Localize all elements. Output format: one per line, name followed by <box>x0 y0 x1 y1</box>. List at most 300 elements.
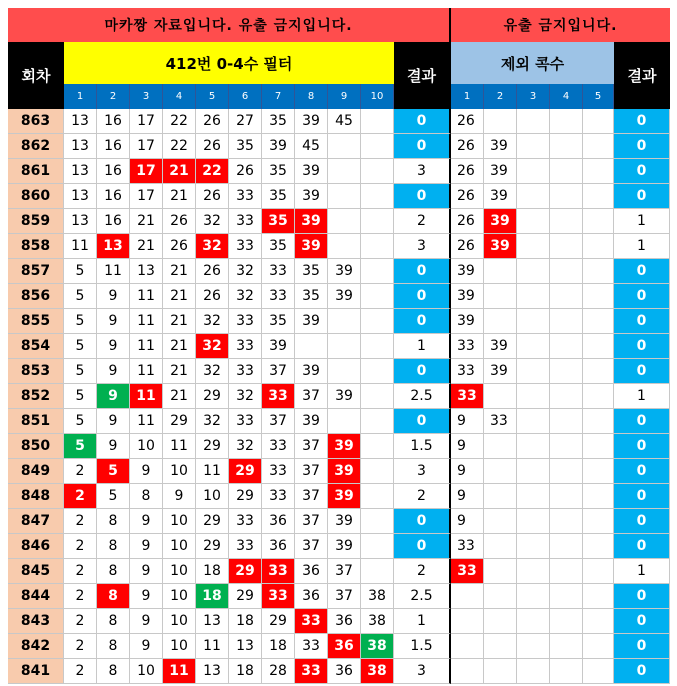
exclude-number: 39 <box>484 334 517 359</box>
round-number: 858 <box>8 234 64 259</box>
filter-number: 10 <box>163 509 196 534</box>
filter-number: 2 <box>64 509 97 534</box>
exclude-number <box>550 109 583 134</box>
result-value: 0 <box>394 534 451 559</box>
filter-number: 18 <box>196 559 229 584</box>
filter-number: 8 <box>97 634 130 659</box>
filter-number: 10 <box>163 584 196 609</box>
filter-number: 39 <box>295 409 328 434</box>
filter-number <box>361 384 394 409</box>
filter-number: 2 <box>64 534 97 559</box>
filter-number: 32 <box>196 234 229 259</box>
filter-number: 9 <box>130 459 163 484</box>
round-number: 862 <box>8 134 64 159</box>
result-header: 결과 <box>394 42 451 109</box>
filter-number: 9 <box>97 434 130 459</box>
filter-number: 33 <box>229 509 262 534</box>
filter-number: 36 <box>295 584 328 609</box>
filter-number: 37 <box>295 459 328 484</box>
filter-number: 11 <box>130 384 163 409</box>
filter-number: 2 <box>64 559 97 584</box>
result2-value: 1 <box>614 209 670 234</box>
exclude-number <box>517 509 550 534</box>
round-number: 845 <box>8 559 64 584</box>
filter-number: 36 <box>262 509 295 534</box>
filter-number: 29 <box>229 459 262 484</box>
filter-number <box>328 234 361 259</box>
filter-number: 13 <box>229 634 262 659</box>
title-right: 유출 금지입니다. <box>451 8 670 42</box>
filter-number: 10 <box>196 484 229 509</box>
filter-number: 27 <box>229 109 262 134</box>
filter-number <box>361 334 394 359</box>
filter-number: 9 <box>130 559 163 584</box>
filter-number: 9 <box>97 334 130 359</box>
filter-number: 11 <box>196 459 229 484</box>
filter-number: 2 <box>64 634 97 659</box>
filter-number: 33 <box>262 284 295 309</box>
filter-number: 39 <box>328 384 361 409</box>
exclude-number <box>550 309 583 334</box>
filter-number: 29 <box>196 534 229 559</box>
round-number: 850 <box>8 434 64 459</box>
result2-value: 0 <box>614 434 670 459</box>
filter-col-index: 7 <box>262 84 295 109</box>
exclude-number: 39 <box>484 359 517 384</box>
result-value: 2 <box>394 209 451 234</box>
exclude-col-index: 1 <box>451 84 484 109</box>
exclude-number <box>451 609 484 634</box>
result-value: 0 <box>394 109 451 134</box>
filter-number: 17 <box>130 184 163 209</box>
result-value: 0 <box>394 359 451 384</box>
exclude-number <box>517 309 550 334</box>
filter-number: 33 <box>229 409 262 434</box>
filter-number: 5 <box>64 409 97 434</box>
exclude-number: 39 <box>484 209 517 234</box>
filter-number: 39 <box>328 484 361 509</box>
filter-col-index: 5 <box>196 84 229 109</box>
exclude-number: 39 <box>451 259 484 284</box>
filter-number: 21 <box>130 234 163 259</box>
filter-number: 13 <box>64 209 97 234</box>
filter-number: 36 <box>328 659 361 684</box>
exclude-number <box>583 634 614 659</box>
filter-number: 5 <box>64 334 97 359</box>
filter-col-index: 3 <box>130 84 163 109</box>
exclude-number <box>583 659 614 684</box>
exclude-number <box>550 234 583 259</box>
filter-number: 32 <box>229 259 262 284</box>
exclude-number: 39 <box>484 184 517 209</box>
filter-number: 26 <box>196 109 229 134</box>
filter-number: 38 <box>361 634 394 659</box>
filter-col-index: 2 <box>97 84 130 109</box>
result-value: 3 <box>394 234 451 259</box>
filter-number: 9 <box>97 384 130 409</box>
filter-number: 2 <box>64 659 97 684</box>
filter-number: 28 <box>262 659 295 684</box>
result2-value: 0 <box>614 509 670 534</box>
filter-number: 5 <box>64 309 97 334</box>
filter-number <box>328 209 361 234</box>
filter-number: 29 <box>196 434 229 459</box>
exclude-number <box>517 134 550 159</box>
result2-value: 0 <box>614 109 670 134</box>
filter-number: 33 <box>262 459 295 484</box>
filter-number: 2 <box>64 484 97 509</box>
filter-number <box>361 234 394 259</box>
exclude-number <box>550 334 583 359</box>
filter-number: 10 <box>130 434 163 459</box>
filter-number: 35 <box>262 184 295 209</box>
filter-number <box>361 284 394 309</box>
exclude-number: 39 <box>451 284 484 309</box>
filter-number: 39 <box>295 309 328 334</box>
filter-number: 45 <box>328 109 361 134</box>
round-number: 847 <box>8 509 64 534</box>
result2-value: 0 <box>614 259 670 284</box>
filter-number <box>328 309 361 334</box>
filter-number: 17 <box>130 159 163 184</box>
exclude-number <box>550 409 583 434</box>
exclude-number: 9 <box>451 434 484 459</box>
filter-number <box>361 409 394 434</box>
round-number: 846 <box>8 534 64 559</box>
filter-number: 16 <box>97 184 130 209</box>
exclude-number <box>550 359 583 384</box>
exclude-number <box>517 584 550 609</box>
filter-number: 26 <box>196 184 229 209</box>
exclude-number <box>583 109 614 134</box>
exclude-number <box>583 384 614 409</box>
title-left: 마카짱 자료입니다. 유출 금지입니다. <box>8 8 451 42</box>
filter-number: 38 <box>361 584 394 609</box>
filter-number: 5 <box>97 459 130 484</box>
filter-number: 9 <box>130 584 163 609</box>
filter-number: 39 <box>295 159 328 184</box>
filter-number: 29 <box>262 609 295 634</box>
round-number: 860 <box>8 184 64 209</box>
filter-number: 35 <box>295 284 328 309</box>
exclude-number <box>550 284 583 309</box>
result-value: 2 <box>394 559 451 584</box>
filter-number: 18 <box>229 609 262 634</box>
result2-value: 0 <box>614 159 670 184</box>
filter-number <box>328 184 361 209</box>
result2-value: 1 <box>614 384 670 409</box>
filter-col-index: 4 <box>163 84 196 109</box>
round-number: 855 <box>8 309 64 334</box>
exclude-number <box>583 434 614 459</box>
filter-number: 11 <box>130 359 163 384</box>
filter-number: 39 <box>295 109 328 134</box>
exclude-number: 26 <box>451 209 484 234</box>
filter-number: 33 <box>229 184 262 209</box>
filter-number: 2 <box>64 584 97 609</box>
filter-number <box>361 559 394 584</box>
exclude-number: 26 <box>451 134 484 159</box>
filter-number: 37 <box>295 534 328 559</box>
filter-col-index: 9 <box>328 84 361 109</box>
exclude-number: 26 <box>451 184 484 209</box>
filter-number: 39 <box>328 534 361 559</box>
filter-number: 35 <box>262 109 295 134</box>
exclude-number <box>517 459 550 484</box>
filter-number <box>361 109 394 134</box>
filter-number: 9 <box>97 309 130 334</box>
exclude-number: 26 <box>451 159 484 184</box>
result-value: 1 <box>394 334 451 359</box>
exclude-number <box>583 134 614 159</box>
filter-number <box>361 309 394 334</box>
filter-number: 36 <box>328 634 361 659</box>
filter-number: 39 <box>328 434 361 459</box>
filter-number: 29 <box>196 384 229 409</box>
exclude-number <box>550 134 583 159</box>
exclude-number <box>550 184 583 209</box>
filter-number: 33 <box>262 559 295 584</box>
filter-number: 11 <box>196 634 229 659</box>
filter-number: 5 <box>64 359 97 384</box>
filter-number: 37 <box>328 584 361 609</box>
filter-number: 18 <box>229 659 262 684</box>
filter-number: 10 <box>163 459 196 484</box>
exclude-number: 39 <box>484 159 517 184</box>
exclude-col-index: 2 <box>484 84 517 109</box>
filter-number: 16 <box>97 159 130 184</box>
exclude-number <box>550 634 583 659</box>
exclude-number <box>451 659 484 684</box>
filter-number: 10 <box>163 534 196 559</box>
exclude-number <box>550 259 583 284</box>
result2-value: 0 <box>614 284 670 309</box>
exclude-number <box>517 484 550 509</box>
exclude-number <box>550 459 583 484</box>
exclude-number <box>484 259 517 284</box>
filter-number: 38 <box>361 609 394 634</box>
filter-number <box>328 159 361 184</box>
exclude-number <box>484 484 517 509</box>
round-number: 852 <box>8 384 64 409</box>
filter-number: 10 <box>163 609 196 634</box>
exclude-number <box>583 184 614 209</box>
filter-number: 32 <box>196 409 229 434</box>
result-value: 3 <box>394 159 451 184</box>
filter-number: 33 <box>262 434 295 459</box>
exclude-number <box>583 359 614 384</box>
exclude-number: 33 <box>451 384 484 409</box>
filter-number: 35 <box>262 234 295 259</box>
exclude-number <box>451 634 484 659</box>
exclude-number <box>484 509 517 534</box>
filter-number: 13 <box>97 234 130 259</box>
filter-number: 13 <box>130 259 163 284</box>
exclude-number <box>583 234 614 259</box>
filter-number: 22 <box>163 134 196 159</box>
result-value: 0 <box>394 134 451 159</box>
filter-number <box>361 209 394 234</box>
filter-number: 37 <box>295 484 328 509</box>
exclude-number <box>484 609 517 634</box>
exclude-number <box>451 584 484 609</box>
round-number: 863 <box>8 109 64 134</box>
filter-number: 5 <box>97 484 130 509</box>
result2-value: 0 <box>614 334 670 359</box>
filter-number: 8 <box>97 509 130 534</box>
exclude-number <box>583 484 614 509</box>
exclude-number <box>550 159 583 184</box>
exclude-number <box>517 384 550 409</box>
filter-number: 5 <box>64 259 97 284</box>
filter-number: 8 <box>130 484 163 509</box>
filter-number <box>361 134 394 159</box>
filter-number: 32 <box>196 209 229 234</box>
exclude-number <box>550 209 583 234</box>
filter-number: 39 <box>328 284 361 309</box>
filter-header: 412번 0-4수 필터 <box>64 42 394 84</box>
filter-number: 33 <box>229 234 262 259</box>
filter-number: 13 <box>64 184 97 209</box>
filter-number: 33 <box>262 484 295 509</box>
filter-number: 21 <box>163 309 196 334</box>
filter-number: 5 <box>64 284 97 309</box>
filter-number: 32 <box>229 284 262 309</box>
round-number: 857 <box>8 259 64 284</box>
round-number: 859 <box>8 209 64 234</box>
filter-number: 5 <box>64 434 97 459</box>
exclude-number: 26 <box>451 234 484 259</box>
filter-number: 32 <box>196 309 229 334</box>
filter-number <box>328 359 361 384</box>
round-number: 841 <box>8 659 64 684</box>
filter-number: 33 <box>229 359 262 384</box>
filter-number <box>328 334 361 359</box>
filter-number <box>361 184 394 209</box>
round-number: 861 <box>8 159 64 184</box>
exclude-number <box>484 384 517 409</box>
filter-number: 39 <box>295 209 328 234</box>
filter-number: 39 <box>262 334 295 359</box>
filter-number: 21 <box>163 159 196 184</box>
exclude-number <box>484 634 517 659</box>
filter-number: 33 <box>295 634 328 659</box>
result-value: 0 <box>394 184 451 209</box>
result-value: 1.5 <box>394 434 451 459</box>
round-number: 851 <box>8 409 64 434</box>
filter-number: 9 <box>130 509 163 534</box>
filter-number: 33 <box>295 659 328 684</box>
exclude-number <box>517 234 550 259</box>
filter-number: 5 <box>64 384 97 409</box>
filter-col-index: 1 <box>64 84 97 109</box>
result-value: 2 <box>394 484 451 509</box>
result2-value: 1 <box>614 234 670 259</box>
exclude-number <box>484 584 517 609</box>
exclude-number <box>517 284 550 309</box>
result-value: 0 <box>394 259 451 284</box>
filter-number: 8 <box>97 559 130 584</box>
filter-number: 26 <box>196 259 229 284</box>
filter-number: 29 <box>163 409 196 434</box>
exclude-number: 26 <box>451 109 484 134</box>
filter-number: 36 <box>262 534 295 559</box>
exclude-number <box>583 584 614 609</box>
exclude-number <box>484 559 517 584</box>
filter-number: 39 <box>328 509 361 534</box>
filter-number: 13 <box>196 609 229 634</box>
filter-number: 22 <box>196 159 229 184</box>
filter-number: 2 <box>64 459 97 484</box>
filter-number: 10 <box>163 634 196 659</box>
filter-number: 39 <box>295 359 328 384</box>
filter-number: 37 <box>295 434 328 459</box>
exclude-number <box>517 659 550 684</box>
result2-value: 0 <box>614 534 670 559</box>
result2-value: 0 <box>614 409 670 434</box>
filter-number: 9 <box>130 609 163 634</box>
filter-number: 33 <box>262 384 295 409</box>
filter-number: 21 <box>163 334 196 359</box>
filter-number: 11 <box>130 309 163 334</box>
filter-number: 29 <box>229 559 262 584</box>
filter-number: 11 <box>64 234 97 259</box>
exclude-number <box>550 584 583 609</box>
filter-number: 17 <box>130 134 163 159</box>
exclude-number <box>583 309 614 334</box>
filter-number: 33 <box>229 309 262 334</box>
filter-number: 32 <box>229 384 262 409</box>
filter-number: 21 <box>163 184 196 209</box>
filter-number: 11 <box>97 259 130 284</box>
exclude-number <box>517 434 550 459</box>
filter-number: 21 <box>163 259 196 284</box>
filter-number: 21 <box>163 359 196 384</box>
filter-number: 8 <box>97 584 130 609</box>
exclude-number <box>517 334 550 359</box>
filter-number: 16 <box>97 209 130 234</box>
exclude-number <box>484 309 517 334</box>
result-value: 2.5 <box>394 584 451 609</box>
filter-number: 2 <box>64 609 97 634</box>
filter-number: 35 <box>295 259 328 284</box>
result2-value: 0 <box>614 134 670 159</box>
filter-number: 37 <box>328 559 361 584</box>
filter-number: 29 <box>229 584 262 609</box>
filter-number: 22 <box>163 109 196 134</box>
filter-number: 33 <box>262 259 295 284</box>
exclude-header: 제외 콕수 <box>451 42 614 84</box>
filter-number: 39 <box>262 134 295 159</box>
exclude-number <box>583 334 614 359</box>
exclude-number <box>550 659 583 684</box>
filter-number: 8 <box>97 609 130 634</box>
exclude-number <box>517 109 550 134</box>
filter-number: 26 <box>196 284 229 309</box>
filter-number: 33 <box>229 209 262 234</box>
exclude-number <box>550 559 583 584</box>
result2-value: 0 <box>614 459 670 484</box>
exclude-number <box>484 434 517 459</box>
filter-number: 13 <box>64 109 97 134</box>
exclude-col-index: 5 <box>583 84 614 109</box>
filter-number: 36 <box>295 559 328 584</box>
filter-number: 16 <box>97 109 130 134</box>
filter-number: 9 <box>97 409 130 434</box>
filter-number <box>361 534 394 559</box>
filter-number: 32 <box>196 359 229 384</box>
result-value: 2.5 <box>394 384 451 409</box>
